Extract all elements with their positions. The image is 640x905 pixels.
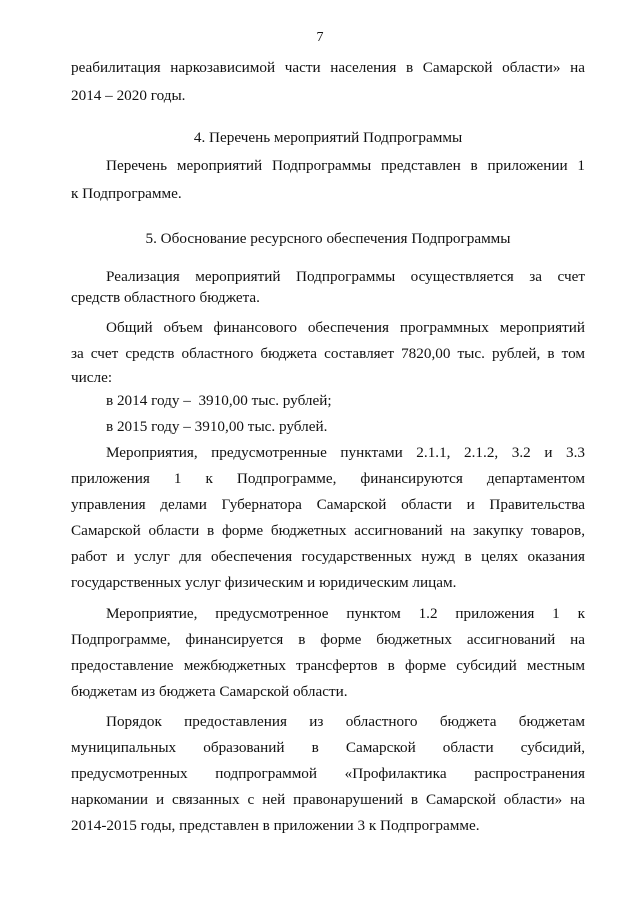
p5-line-5: 2014-2015 годы, представлен в приложении 3 к Подпрограмме. [71,817,480,834]
p5-line-2: муниципальных образований в Самарской области субсидий, [71,739,585,756]
p1-line-1: Реализация мероприятий Подпрограммы осуществляется за счет [106,268,585,285]
p3-line-1: Мероприятия, предусмотренные пунктами 2.1.1, 2.1.2, 3.2 и 3.3 [106,444,585,461]
funding-2015: в 2015 году – 3910,00 тыс. рублей. [106,418,328,435]
page-number: 7 [316,30,324,45]
p2-line-2: за счет средств областного бюджета составляет 7820,00 тыс. рублей, в том [71,345,585,362]
section-5-heading: 5. Обоснование ресурсного обеспечения Подпрограммы [145,230,511,247]
p5-line-1: Порядок предоставления из областного бюджета бюджетам [106,713,585,730]
section-4-heading: 4. Перечень мероприятий Подпрограммы [193,129,463,146]
p4-line-2: Подпрограмме, финансируется в форме бюджетных ассигнований на [71,631,585,648]
section-4-para-line-2: к Подпрограмме. [71,185,182,202]
p4-line-3: предоставление межбюджетных трансфертов в форме субсидий местным [71,657,585,674]
p1-line-2: средств областного бюджета. [71,289,260,306]
section-4-para-line-1: Перечень мероприятий Подпрограммы представлен в приложении 1 [106,157,585,174]
p5-line-4: наркомании и связанных с ней правонарушений в Самарской области» на [71,791,585,808]
funding-2014: в 2014 году – 3910,00 тыс. рублей; [106,392,332,409]
p3-line-2: приложения 1 к Подпрограмме, финансируются департаментом [71,470,585,487]
p3-line-6: государственных услуг физическим и юридическим лицам. [71,574,457,591]
p3-line-3: управления делами Губернатора Самарской области и Правительства [71,496,585,513]
p4-line-1: Мероприятие, предусмотренное пунктом 1.2 приложения 1 к [106,605,585,622]
p3-line-5: работ и услуг для обеспечения государственных нужд в целях оказания [71,548,585,565]
intro-line-1: реабилитация наркозависимой части населения в Самарской области» на [71,59,585,76]
intro-line-2: 2014 – 2020 годы. [71,87,186,104]
p5-line-3: предусмотренных подпрограммой «Профилактика распространения [71,765,585,782]
p2-line-3: числе: [71,369,113,386]
p4-line-4: бюджетам из бюджета Самарской области. [71,683,348,700]
p3-line-4: Самарской области в форме бюджетных ассигнований на закупку товаров, [71,522,585,539]
p2-line-1: Общий объем финансового обеспечения программных мероприятий [106,319,585,336]
